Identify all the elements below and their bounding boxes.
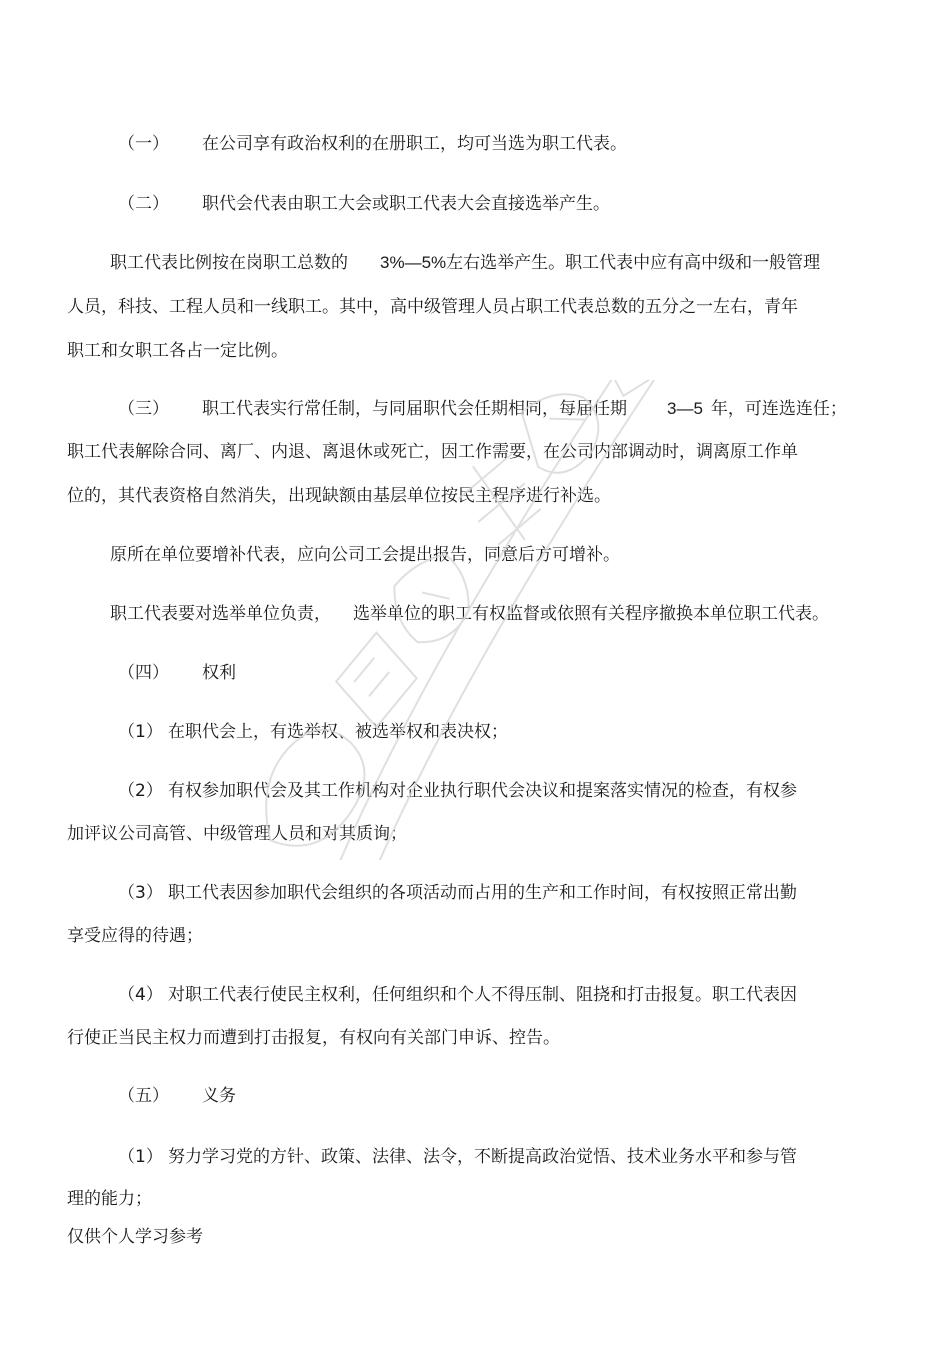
rights-item-1: [118, 721, 508, 743]
item-marker: （3）: [118, 883, 163, 903]
section-1: [118, 133, 627, 155]
section-marker: （二）: [118, 194, 169, 214]
section-3-line-1: [118, 398, 847, 420]
paragraph-text: 职工代表要对选举单位负责，: [110, 604, 331, 624]
paragraph-text: 职工代表实行常任制，与同届职代会任期相同，每届任期: [202, 399, 627, 419]
item-text: 在职代会上，有选举权、被选举权和表决权；: [168, 722, 508, 742]
section-3-line-3: 位的，其代表资格自然消失，出现缺额由基层单位按民主程序进行补选。: [67, 486, 611, 506]
section-marker: （三）: [118, 399, 169, 419]
item-text: 对职工代表行使民主权利，任何组织和个人不得压制、阻挠和打击报复。职工代表因: [168, 985, 797, 1005]
duties-item-1-line-1: [118, 1146, 797, 1168]
duties-item-1-line-2: 理的能力；: [67, 1189, 152, 1209]
paragraph-text: 职工代表比例按在岗职工总数的: [110, 253, 348, 273]
section-2: [118, 193, 610, 215]
paragraph-text: 选举单位的职工有权监督或依照有关程序撤换本单位职工代表。: [353, 604, 829, 624]
rights-item-4-line-1: [118, 984, 797, 1006]
section-4-heading: [118, 662, 236, 684]
item-marker: （4）: [118, 985, 163, 1005]
item-text: 有权参加职代会及其工作机构对企业执行职代会决议和提案落实情况的检查，有权参: [168, 781, 797, 801]
paragraph-responsibility: [110, 603, 829, 625]
section-3-line-2: 职工代表解除合同、离厂、内退、离退休或死亡，因工作需要，在公司内部调动时，调离原工作单: [67, 442, 798, 462]
item-marker: （1）: [118, 722, 163, 742]
rights-item-2-line-2: 加评议公司高管、中级管理人员和对其质询；: [67, 824, 407, 844]
term-years-value: 3—5: [667, 399, 703, 418]
footer-note: 仅供个人学习参考: [67, 1227, 203, 1247]
paragraph-supplement: 原所在单位要增补代表，应向公司工会提出报告，同意后方可增补。: [110, 545, 620, 565]
paragraph-ratio-line-2: 人员，科技、工程人员和一线职工。其中，高中级管理人员占职工代表总数的五分之一左右，青年: [67, 297, 798, 317]
rights-item-3-line-2: 享受应得的待遇；: [67, 926, 203, 946]
item-marker: （2）: [118, 781, 163, 801]
rights-item-4-line-2: 行使正当民主权力而遭到打击报复，有权向有关部门申诉、控告。: [67, 1028, 560, 1048]
paragraph-ratio-line-3: 职工和女职工各占一定比例。: [67, 341, 288, 361]
section-title: 义务: [202, 1086, 236, 1106]
section-5-heading: [118, 1085, 236, 1107]
paragraph-ratio-line-1: [110, 252, 820, 274]
rights-item-3-line-1: [118, 882, 797, 904]
rights-item-2-line-1: [118, 780, 797, 802]
paragraph-text: 年，可连选连任；: [710, 399, 847, 419]
section-title: 权利: [202, 663, 236, 683]
paragraph-text: 职代会代表由职工大会或职工代表大会直接选举产生。: [202, 194, 610, 214]
ratio-value: 3%—5%: [380, 253, 447, 272]
section-marker: （五）: [118, 1086, 169, 1106]
section-marker: （四）: [118, 663, 169, 683]
item-marker: （1）: [118, 1147, 163, 1167]
paragraph-text: 在公司享有政治权利的在册职工，均可当选为职工代表。: [202, 134, 627, 154]
item-text: 努力学习党的方针、政策、法律、法令，不断提高政治觉悟、技术业务水平和参与管: [168, 1147, 797, 1167]
item-text: 职工代表因参加职代会组织的各项活动而占用的生产和工作时间，有权按照正常出勤: [168, 883, 797, 903]
paragraph-text: 左右选举产生。职工代表中应有高中级和一般管理: [446, 253, 821, 273]
section-marker: （一）: [118, 134, 169, 154]
